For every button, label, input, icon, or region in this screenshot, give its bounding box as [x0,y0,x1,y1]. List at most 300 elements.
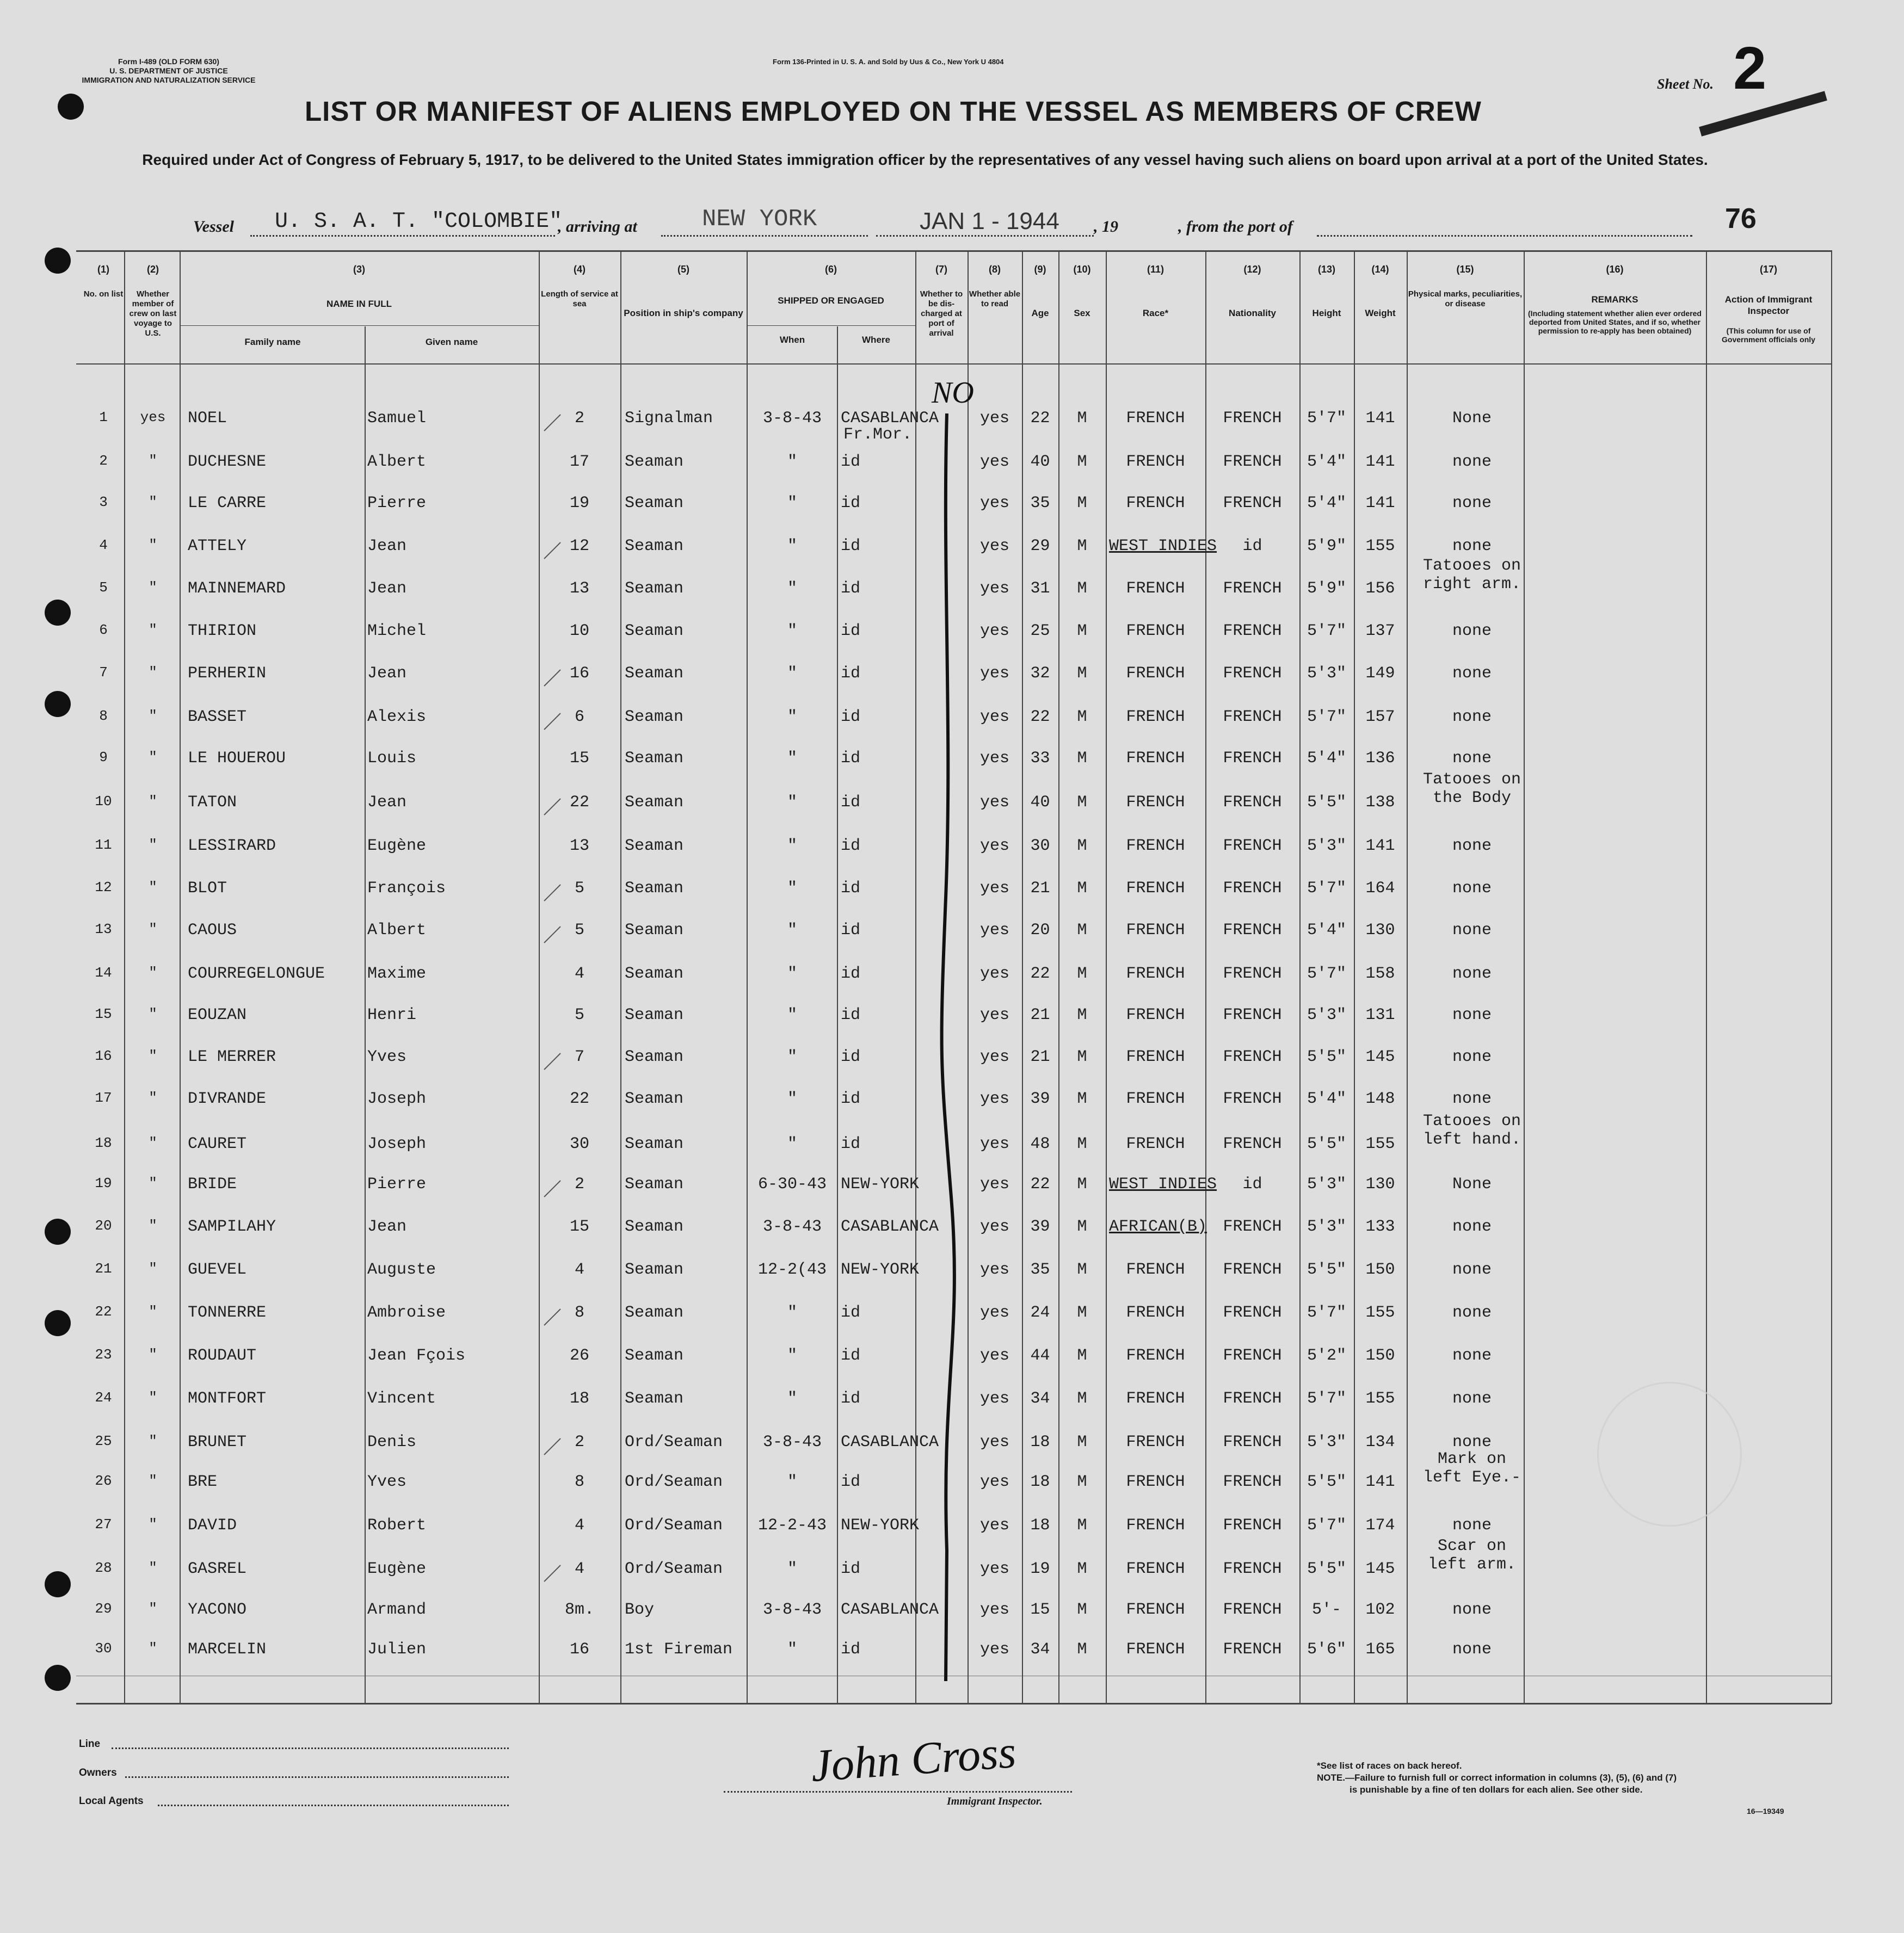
physical-marks: Scar on [1437,1537,1507,1555]
year-label: , 19 [1094,218,1118,236]
position: Seaman [625,1389,684,1408]
age: 31 [1030,579,1050,598]
weight: 155 [1365,1389,1395,1408]
height: 5'3" [1307,1175,1346,1194]
given-name: Albert [367,921,427,940]
physical-marks: Tatooes on [1422,1112,1521,1131]
age: 15 [1030,1601,1050,1619]
race: FRENCH [1126,1090,1185,1108]
from-port-label: , from the port of [1178,218,1293,236]
shipped-where: id [841,837,861,855]
weight: 174 [1365,1516,1395,1535]
able-to-read: yes [979,1516,1009,1535]
shipped-where: id [841,1640,861,1659]
line-label: Line [79,1738,101,1750]
nationality: FRENCH [1223,494,1282,512]
nationality: FRENCH [1223,409,1282,428]
crew-last-voyage: " [149,1601,157,1617]
row-number: 5 [99,579,108,596]
given-name: Yves [367,1473,407,1491]
family-name: LE MERRER [188,1048,276,1066]
crew-last-voyage: " [149,1560,157,1576]
crew-last-voyage: " [149,622,157,638]
given-name: Maxime [367,965,427,983]
physical-marks: none [1452,921,1492,940]
nationality: id [1242,1175,1262,1194]
column-number: (1) [97,264,109,275]
shipped-where: id [841,579,861,598]
nationality: FRENCH [1223,879,1282,898]
column-header: Whether able to read [969,289,1021,308]
nationality: FRENCH [1223,453,1282,471]
able-to-read: yes [979,965,1009,983]
weight: 136 [1365,749,1395,768]
sex: M [1077,1175,1087,1194]
sex: M [1077,1135,1087,1153]
shipped-where: id [841,1090,861,1108]
nationality: FRENCH [1223,1389,1282,1408]
physical-marks: none [1452,879,1492,898]
able-to-read: yes [979,1640,1009,1659]
weight: 158 [1365,965,1395,983]
height: 5'7" [1307,965,1346,983]
crew-last-voyage: " [149,494,157,510]
shipped-when: " [787,1304,797,1322]
row-number: 22 [95,1304,112,1320]
race: FRENCH [1126,1304,1185,1322]
position: Seaman [625,921,684,940]
able-to-read: yes [979,837,1009,855]
given-name: Pierre [367,494,427,512]
nationality: FRENCH [1223,921,1282,940]
row-number: 12 [95,879,112,896]
height: 5'7" [1307,1389,1346,1408]
race: FRENCH [1126,1433,1185,1452]
height: 5'4" [1307,921,1346,940]
given-name: Jean Fçois [367,1347,466,1365]
crew-last-voyage: " [149,1090,157,1106]
nationality: id [1242,537,1262,555]
shipped-when: " [787,1006,797,1024]
given-name: Alexis [367,708,427,726]
service-length: 16 [569,664,589,683]
height: 5'5" [1307,1261,1346,1279]
column-number: (5) [677,264,689,275]
shipped-when: " [787,749,797,768]
crew-last-voyage: " [149,664,157,681]
able-to-read: yes [979,749,1009,768]
service-length: 2 [574,1433,584,1452]
sex: M [1077,793,1087,812]
height: 5'3" [1307,1218,1346,1236]
physical-marks: none [1452,664,1492,683]
shipped-where: id [841,664,861,683]
race: FRENCH [1126,409,1185,428]
height: 5'3" [1307,1433,1346,1452]
family-name: TATON [188,793,237,812]
nationality: FRENCH [1223,749,1282,768]
family-name: ATTELY [188,537,247,555]
family-name: MAINNEMARD [188,579,286,598]
crew-last-voyage: " [149,1640,157,1657]
shipped-when: " [787,1389,797,1408]
position: Boy [625,1601,655,1619]
service-length: 19 [569,494,589,512]
able-to-read: yes [979,1218,1009,1236]
family-name: YACONO [188,1601,247,1619]
race: FRENCH [1126,622,1185,640]
position: Seaman [625,1048,684,1066]
sex: M [1077,1347,1087,1365]
tick-mark [544,1438,560,1455]
physical-marks: none [1452,1433,1492,1452]
height: 5'9" [1307,537,1346,555]
physical-marks: none [1452,1389,1492,1408]
shipped-where: NEW-YORK [841,1175,920,1194]
local-agents-label: Local Agents [79,1795,144,1807]
weight: 102 [1365,1601,1395,1619]
weight: 133 [1365,1218,1395,1236]
shipped-when: " [787,793,797,812]
binder-hole [58,94,84,120]
subheader-given: Given name [425,337,478,347]
weight: 150 [1365,1347,1395,1365]
able-to-read: yes [979,409,1009,428]
height: 5'4" [1307,494,1346,512]
height: 5'9" [1307,579,1346,598]
crew-last-voyage: " [149,537,157,553]
height: 5'- [1311,1601,1341,1619]
shipped-where: id [841,453,861,471]
row-number: 29 [95,1601,112,1617]
family-name: DIVRANDE [188,1090,267,1108]
races-note: *See list of races on back hereof. [1317,1761,1462,1771]
given-name: Vincent [367,1389,436,1408]
able-to-read: yes [979,1473,1009,1491]
crew-last-voyage: " [149,1135,157,1151]
able-to-read: yes [979,1048,1009,1066]
given-name: Jean [367,579,407,598]
sex: M [1077,1640,1087,1659]
service-length: 13 [569,837,589,855]
shipped-where: NEW-YORK [841,1516,920,1535]
row-number: 13 [95,921,112,937]
service-length: 5 [574,879,584,898]
service-length: 22 [569,793,589,812]
position: Seaman [625,965,684,983]
shipped-when: " [787,664,797,683]
family-name: THIRION [188,622,257,640]
race: FRENCH [1126,1048,1185,1066]
family-name: LESSIRARD [188,837,276,855]
race: FRENCH [1126,1640,1185,1659]
nationality: FRENCH [1223,1218,1282,1236]
height: 5'7" [1307,708,1346,726]
nationality: FRENCH [1223,1090,1282,1108]
inspector-signature: John Cross [809,1726,1018,1792]
able-to-read: yes [979,1389,1009,1408]
physical-marks: none [1452,1304,1492,1322]
age: 35 [1030,1261,1050,1279]
age: 18 [1030,1516,1050,1535]
able-to-read: yes [979,664,1009,683]
weight: 138 [1365,793,1395,812]
family-name: MONTFORT [188,1389,267,1408]
sheet-label: Sheet No. [1657,76,1714,92]
penalty-note: NOTE.—Failure to furnish full or correct information in columns (3), (5), (6) and (7) [1317,1773,1677,1783]
tick-mark [544,542,560,559]
physical-marks: none [1452,1261,1492,1279]
given-name: Pierre [367,1175,427,1194]
row-number: 19 [95,1175,112,1191]
height: 5'5" [1307,1135,1346,1153]
position: Seaman [625,1175,684,1194]
physical-marks: none [1452,708,1492,726]
shipped-where: id [841,1135,861,1153]
shipped-where: id [841,879,861,898]
weight: 130 [1365,921,1395,940]
age: 18 [1030,1473,1050,1491]
given-name: Jean [367,1218,407,1236]
column-number: (16) [1606,264,1624,275]
sex: M [1077,1601,1087,1619]
shipped-where: id [841,749,861,768]
nationality: FRENCH [1223,837,1282,855]
column-number: (7) [935,264,947,275]
service-length: 5 [574,1006,584,1024]
column-number: (8) [989,264,1001,275]
physical-marks: none [1452,1006,1492,1024]
penalty-note-2: is punishable by a fine of ten dollars for each alien. See other side. [1350,1784,1643,1795]
height: 5'5" [1307,1048,1346,1066]
height: 5'3" [1307,837,1346,855]
column-number: (3) [353,264,365,275]
tick-mark [544,1565,560,1582]
service-length: 15 [569,1218,589,1236]
sheet-number: 2 [1733,35,1767,102]
nationality: FRENCH [1223,1006,1282,1024]
given-name: Eugène [367,837,427,855]
position: Signalman [625,409,713,428]
race: FRENCH [1126,837,1185,855]
shipped-where-line2: Fr.Mor. [843,425,913,444]
crew-last-voyage: " [149,1304,157,1320]
tick-mark [544,1053,560,1070]
able-to-read: yes [979,1347,1009,1365]
row-number: 21 [95,1261,112,1277]
shipped-when: 3-8-43 [762,1601,822,1619]
column-number: (13) [1317,264,1335,275]
physical-marks: none [1452,494,1492,512]
faded-seal [1597,1382,1742,1527]
shipped-when: " [787,708,797,726]
physical-marks: none [1452,1090,1492,1108]
height: 5'5" [1307,1473,1346,1491]
weight: 155 [1365,537,1395,555]
sex: M [1077,1433,1087,1452]
age: 24 [1030,1304,1050,1322]
column-header: Action of Immigrant Inspector [1724,294,1813,316]
crew-last-voyage: " [149,579,157,596]
shipped-when: " [787,879,797,898]
service-length: 26 [569,1347,589,1365]
sex: M [1077,1090,1087,1108]
position: Seaman [625,708,684,726]
given-name: Henri [367,1006,417,1024]
weight: 149 [1365,664,1395,683]
weight: 131 [1365,1006,1395,1024]
weight: 130 [1365,1175,1395,1194]
able-to-read: yes [979,793,1009,812]
sex: M [1077,1560,1087,1578]
sex: M [1077,1048,1087,1066]
column-header: Sex [1074,308,1090,318]
service-length: 4 [574,965,584,983]
shipped-where: id [841,793,861,812]
service-length: 18 [569,1389,589,1408]
position: Seaman [625,1261,684,1279]
weight: 145 [1365,1048,1395,1066]
race: FRENCH [1126,793,1185,812]
given-name: Yves [367,1048,407,1066]
service-length: 12 [569,537,589,555]
row-number: 25 [95,1433,112,1449]
age: 34 [1030,1389,1050,1408]
sex: M [1077,708,1087,726]
height: 5'4" [1307,453,1346,471]
age: 20 [1030,921,1050,940]
service-length: 13 [569,579,589,598]
shipped-where: id [841,1473,861,1491]
stamp-number: 76 [1725,203,1757,234]
crew-last-voyage: " [149,837,157,853]
nationality: FRENCH [1223,1304,1282,1322]
given-name: Jean [367,664,407,683]
column-header: Length of service at sea [541,289,618,308]
age: 19 [1030,1560,1050,1578]
able-to-read: yes [979,921,1009,940]
family-name: SAMPILAHY [188,1218,276,1236]
column-header: REMARKS [1591,294,1638,305]
row-number: 18 [95,1135,112,1151]
binder-hole [45,691,71,717]
sex: M [1077,1006,1087,1024]
service-length: 8 [574,1473,584,1491]
row-number: 17 [95,1090,112,1106]
sex: M [1077,965,1087,983]
row-number: 6 [99,622,108,638]
weight: 141 [1365,453,1395,471]
able-to-read: yes [979,708,1009,726]
shipped-where: id [841,494,861,512]
physical-marks-line2: left Eye.- [1422,1468,1521,1487]
race: AFRICAN(B) [1109,1218,1207,1236]
column-number: (15) [1456,264,1474,275]
service-length: 4 [574,1516,584,1535]
shipped-when: 3-8-43 [762,409,822,428]
physical-marks-line2: the Body [1432,789,1512,807]
weight: 148 [1365,1090,1395,1108]
row-number: 16 [95,1048,112,1064]
shipped-when: " [787,837,797,855]
race: FRENCH [1126,453,1185,471]
age: 21 [1030,879,1050,898]
nationality: FRENCH [1223,664,1282,683]
physical-marks: none [1452,837,1492,855]
service-length: 7 [574,1048,584,1066]
column-header: No. on list [83,289,124,299]
race: FRENCH [1126,921,1185,940]
sex: M [1077,1261,1087,1279]
binder-hole [45,1665,71,1691]
tick-mark [544,927,560,943]
arriving-label: , arriving at [558,218,637,236]
age: 21 [1030,1048,1050,1066]
crew-last-voyage: yes [140,409,166,425]
crew-last-voyage: " [149,1389,157,1406]
age: 32 [1030,664,1050,683]
physical-marks-line2: right arm. [1422,575,1521,594]
family-name: CAURET [188,1135,247,1153]
column-number: (12) [1243,264,1261,275]
service-length: 6 [574,708,584,726]
row-number: 23 [95,1347,112,1363]
tick-mark [544,415,560,431]
height: 5'7" [1307,409,1346,428]
race: FRENCH [1126,1473,1185,1491]
family-name: EOUZAN [188,1006,247,1024]
weight: 157 [1365,708,1395,726]
age: 34 [1030,1640,1050,1659]
service-length: 15 [569,749,589,768]
page-title: LIST OR MANIFEST OF ALIENS EMPLOYED ON THE VESSEL AS MEMBERS OF CREW [305,96,1482,127]
service: IMMIGRATION AND NATURALIZATION SERVICE [82,76,256,84]
crew-last-voyage: " [149,1218,157,1234]
sex: M [1077,579,1087,598]
column-header: Nationality [1229,308,1276,318]
row-number: 30 [95,1640,112,1657]
race: FRENCH [1126,1347,1185,1365]
age: 25 [1030,622,1050,640]
column-number: (6) [825,264,837,275]
form-code: 16—19349 [1747,1807,1784,1815]
shipped-when: 3-8-43 [762,1433,822,1452]
inspector-label: Immigrant Inspector. [947,1795,1043,1807]
shipped-when: 6-30-43 [757,1175,827,1194]
physical-marks: none [1452,537,1492,555]
race: FRENCH [1126,879,1185,898]
row-number: 27 [95,1516,112,1533]
weight: 156 [1365,579,1395,598]
given-name: Armand [367,1601,427,1619]
family-name: LE HOUEROU [188,749,286,768]
shipped-when: " [787,1048,797,1066]
physical-marks-line2: left arm. [1427,1555,1517,1574]
family-name: PERHERIN [188,664,267,683]
crew-last-voyage: " [149,708,157,724]
binder-hole [45,1571,71,1597]
given-name: Samuel [367,409,427,428]
position: Seaman [625,837,684,855]
owners-label: Owners [79,1767,117,1778]
nationality: FRENCH [1223,1261,1282,1279]
column-header: Race* [1142,308,1169,318]
family-name: ROUDAUT [188,1347,257,1365]
shipped-when: " [787,1473,797,1491]
form-id: Form I-489 (OLD FORM 630) [118,57,219,66]
shipped-where: id [841,1006,861,1024]
service-length: 4 [574,1560,584,1578]
